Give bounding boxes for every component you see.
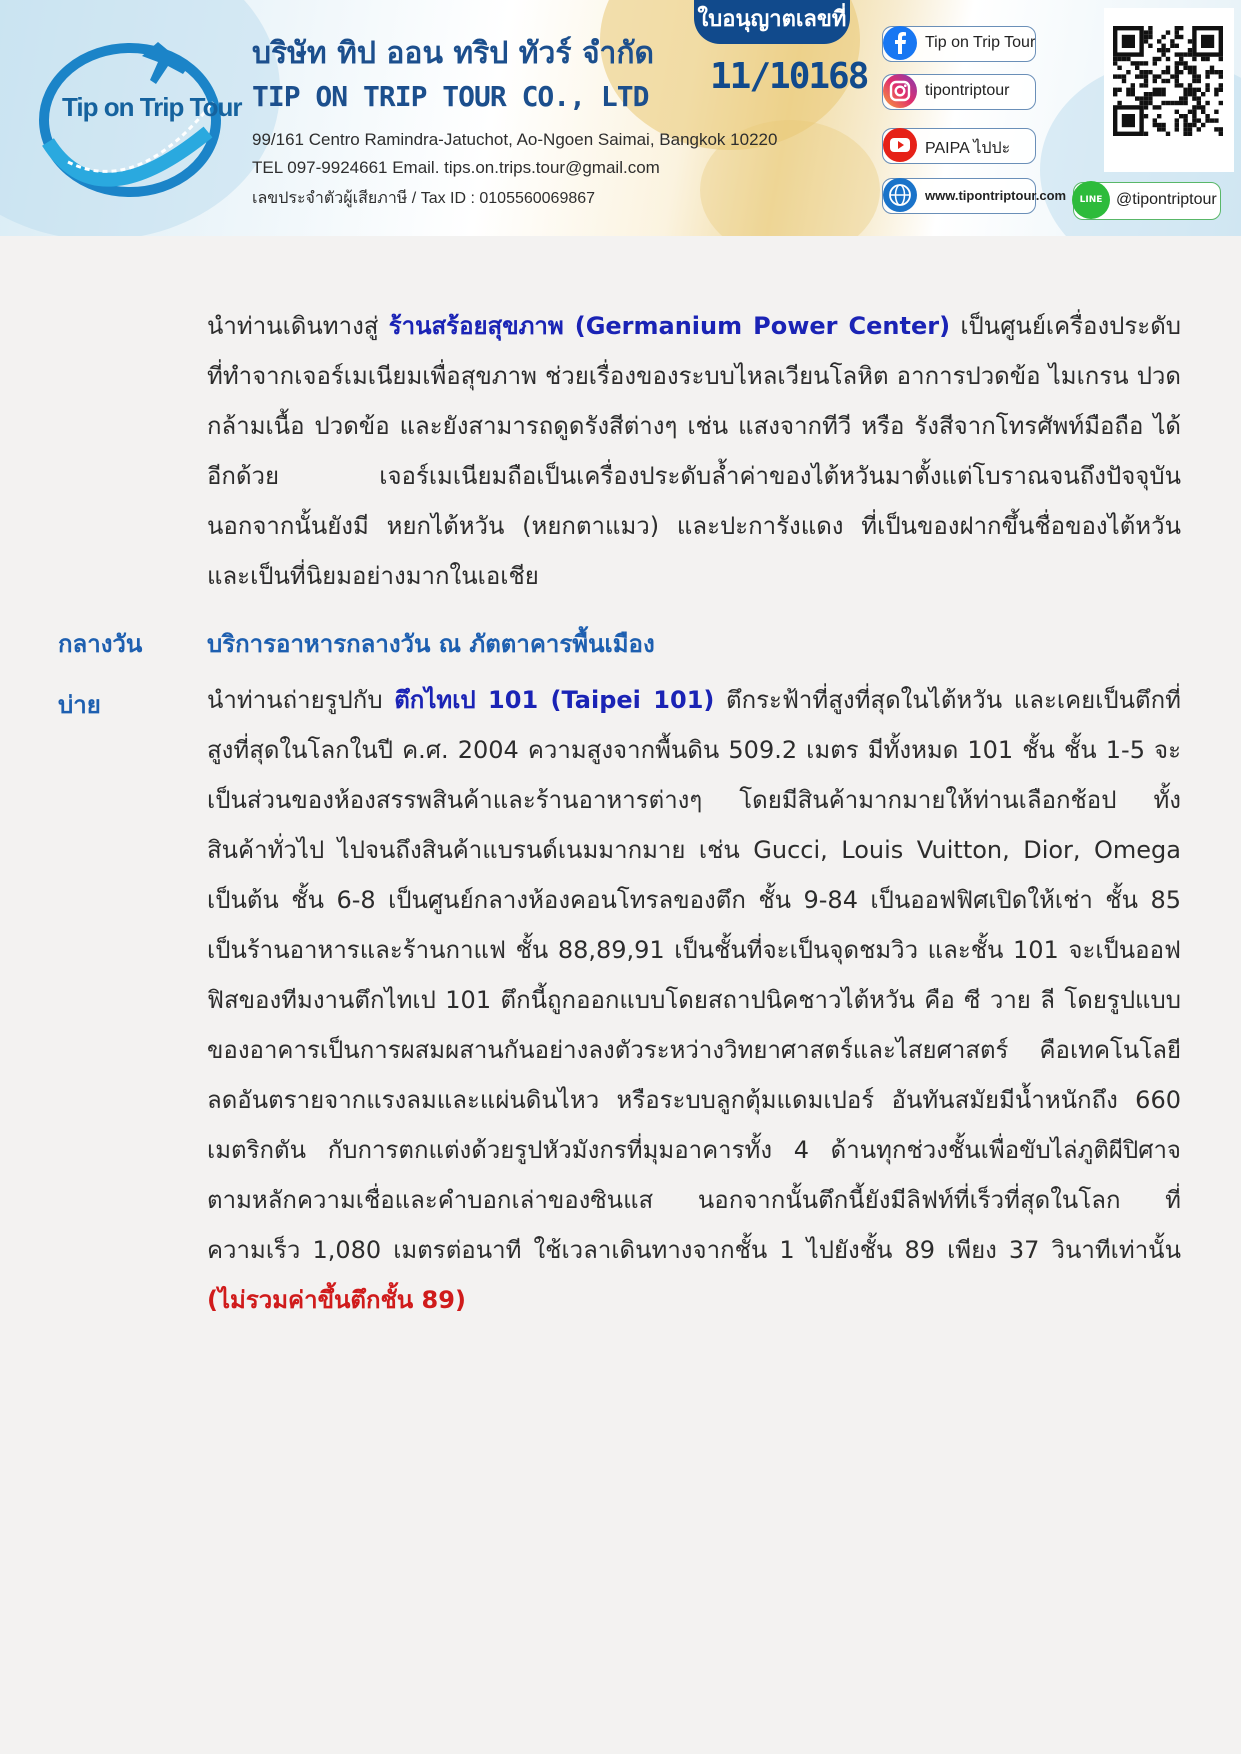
instagram-label: tipontriptour [925, 82, 1010, 99]
line-link[interactable] [1073, 182, 1221, 220]
afternoon-label: บ่าย [58, 691, 101, 719]
facebook-icon [881, 24, 919, 62]
facebook-link[interactable] [882, 26, 1036, 62]
youtube-label: PAIPA ไปปะ [925, 140, 1011, 157]
logo-text: Tip on Trip Tour [62, 92, 242, 122]
company-name-th: บริษัท ทิป ออน ทริป ทัวร์ จำกัด [252, 36, 655, 71]
website-label: www.tipontriptour.com [925, 188, 1067, 203]
lunch-label: กลางวัน [58, 630, 143, 658]
intro-paragraph [207, 301, 1181, 601]
line-label: @tipontriptour [1116, 191, 1217, 208]
facebook-label: Tip on Trip Tour [925, 34, 1036, 51]
license-number: 11/10168 [710, 56, 868, 97]
afternoon-prefix: นำท่านถ่ายรูปกับ [207, 686, 395, 714]
company-name-en: TIP ON TRIP TOUR CO., LTD [252, 80, 649, 113]
afternoon-highlight: ตึกไทเป 101 (Taipei 101) [394, 686, 715, 714]
lunch-text: บริการอาหารกลางวัน ณ ภัตตาคารพื้นเมือง [207, 630, 655, 658]
company-address: 99/161 Centro Ramindra-Jatuchot, Ao-Ngoen Saimai, Bangkok 10220 [252, 130, 778, 149]
intro-body: เป็นศูนย์เครื่องประดับที่ทำจากเจอร์เมเนียมเพื่อสุขภาพ ช่วยเรื่องของระบบไหลเวียนโลหิต อาการปวดข้อ ไมเกรน ปวดกล้ามเนื้อ ปวดข้อ และยังสามารถดูดรังสีต่างๆ เช่น แสงจากทีวี หรือ รังสีจากโทรศัพท์มือถือ ได้อีกด้วย เจอร์เมเนียมถือเป็นเครื่องประดับล้ำค่าของไต้หวันมาตั้งแต่โบราณจนถึงปัจจุบัน นอกจากนั้นยังมี หยกไต้หวัน (หยกตาแมว) และปะการังแดง ที่เป็นของฝากขึ้นชื่อของไต้หวันและเป็นที่นิยมอย่างมากในเอเชีย [207, 312, 1182, 590]
afternoon-body: ตึกระฟ้าที่สูงที่สุดในไต้หวัน และเคยเป็นตึกที่สูงที่สุดในโลกในปี ค.ศ. 2004 ความสูงจากพื้นดิน 509.2 เมตร มีทั้งหมด 101 ชั้น ชั้น 1-5 จะเป็นส่วนของห้องสรรพสินค้าและร้านอาหารต่างๆ โดยมีสินค้ามากมายให้ท่านเลือกช้อป ทั้งสินค้าทั่วไป ไปจนถึงสินค้าแบรนด์เนมมากมาย เช่น Gucci, Louis Vuitton, Dior, Omega เป็นต้น ชั้น 6-8 เป็นศูนย์กลางห้องคอนโทรลของตึก ชั้น 9-84 เป็นออฟฟิศเปิดให้เช่า ชั้น 85 เป็นร้านอาหารและร้านกาแฟ ชั้น 88,89,91 เป็นชั้นที่จะเป็นจุดชมวิว และชั้น 101 จะเป็นออฟฟิสของทีมงานตึกไทเป 101 ตึกนี้ถูกออกแบบโดยสถาปนิคชาวไต้หวัน คือ ซี วาย ลี โดยรูปแบบของอาคารเป็นการผสมผสานกันอย่างลงตัวระหว่างวิทยาศาสตร์และไสยศาสตร์ คือเทคโนโลยีลดอันตรายจากแรงลมและแผ่นดินไหว หรือระบบลูกตุ้มแดมเปอร์ อันทันสมัยมีน้ำหนักถึง 660 เมตริกตัน กับการตกแต่งด้วยรูปหัวมังกรที่มุมอาคารทั้ง 4 ด้านทุกช่วงชั้นเพื่อขับไล่ภูติผีปิศาจ ตามหลักความเชื่อและคำบอกเล่าของซินแส นอกจากนั้นตึกนี้ยังมีลิฟท์ที่เร็วที่สุดในโลก ที่ความเร็ว 1,080 เมตรต่อนาที ใช้เวลาเดินทางจากชั้น 1 ไปยังชั้น 89 เพียง 37 วินาทีเท่านั้น [207, 686, 1181, 1264]
intro-highlight: ร้านสร้อยสุขภาพ (Germanium Power Center) [388, 312, 951, 340]
company-contact: TEL 097-9924661 Email. tips.on.trips.tour@gmail.com [252, 158, 660, 177]
website-link[interactable] [882, 178, 1067, 214]
header-banner [0, 0, 1241, 236]
intro-prefix: นำท่านเดินทางสู่ [207, 312, 389, 340]
afternoon-note: (ไม่รวมค่าขึ้นตึกชั้น 89) [207, 1286, 466, 1314]
license-label: ใบอนุญาตเลขที่ [694, 0, 850, 44]
youtube-icon [881, 126, 919, 164]
line-icon: LINE [1072, 181, 1110, 219]
qr-code [1104, 8, 1234, 172]
instagram-icon [881, 72, 919, 110]
instagram-link[interactable] [882, 74, 1036, 110]
company-tax-id: เลขประจำตัวผู้เสียภาษี / Tax ID : 0105560069867 [252, 190, 596, 207]
web-icon [881, 176, 919, 214]
youtube-link[interactable] [882, 128, 1036, 164]
afternoon-paragraph [207, 675, 1181, 1325]
